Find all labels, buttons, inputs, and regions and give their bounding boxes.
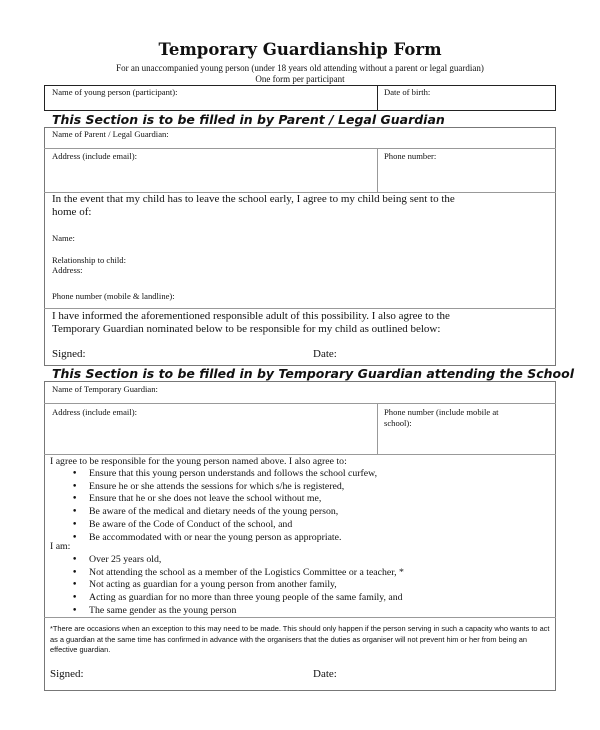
bullet-icon: •	[72, 481, 78, 492]
home-phone-field[interactable]: Phone number (mobile & landline):	[52, 291, 175, 301]
home-address-field[interactable]: Address:	[52, 265, 83, 275]
bullet-icon: •	[72, 555, 78, 565]
list-item: Acting as guardian for no more than three young people of the same family, and	[89, 592, 403, 604]
bullet-icon: •	[72, 593, 78, 604]
iam-text: I am:	[50, 541, 71, 552]
dob-field[interactable]: Date of birth:	[384, 87, 431, 97]
bullet-icon: •	[72, 605, 78, 616]
guardian-name-field[interactable]: Name of Temporary Guardian:	[52, 384, 158, 394]
guardian-signature-field[interactable]: Signed:	[50, 668, 84, 680]
parent-phone-field[interactable]: Phone number:	[384, 151, 437, 161]
relationship-field[interactable]: Relationship to child:	[52, 255, 126, 265]
subtitle-2: One form per participant	[255, 74, 345, 84]
bullet-icon: •	[72, 519, 78, 530]
list-item: Be accommodated with or near the young person as appropriate.	[89, 531, 342, 543]
list-item: Ensure that this young person understands and follows the school curfew,	[89, 468, 378, 479]
agree-text: I agree to be responsible for the young person named above. I also agree to:	[50, 456, 347, 467]
consent-text-2: home of:	[52, 206, 92, 218]
consent-text: In the event that my child has to leave the school early, I agree to my child being sent to the	[52, 193, 455, 205]
guardian-date-field[interactable]: Date:	[313, 668, 337, 680]
list-item: Ensure that he or she does not leave the school without me,	[89, 493, 322, 505]
list-item: Over 25 years old,	[89, 554, 162, 565]
subtitle: For an unaccompanied young person (under 18 years old attending without a parent or legal guardian)	[116, 63, 484, 73]
guardian-phone-label-2: school):	[384, 418, 412, 428]
section1-heading: This Section is to be filled in by Parent / Legal Guardian	[52, 112, 445, 127]
guardian-phone-field[interactable]: Phone number (include mobile at	[384, 407, 499, 417]
bullet-icon: •	[72, 469, 78, 479]
bullet-icon: •	[72, 580, 78, 591]
list-item: Ensure he or she attends the sessions for which s/he is registered,	[89, 480, 345, 492]
list-item: The same gender as the young person	[89, 604, 237, 616]
parent-date-field[interactable]: Date:	[313, 348, 337, 360]
page-title: Temporary Guardianship Form	[158, 40, 442, 59]
informed-text-2: Temporary Guardian nominated below to be responsible for my child as outlined below:	[52, 323, 441, 335]
list-item: Be aware of the Code of Conduct of the school, and	[89, 518, 293, 530]
bullet-icon: •	[72, 567, 78, 578]
parent-name-field[interactable]: Name of Parent / Legal Guardian:	[52, 129, 169, 139]
home-name-field[interactable]: Name:	[52, 233, 75, 243]
footnote: *There are occasions when an exception to this may need to be made. This should only happen if the person serving in such a capacity who wants to act as a guardian at the same time has confirmed in advance with the organisers that the duties as organiser will not prevent him or her from being an effective guardian.	[50, 624, 550, 654]
guardian-address-field[interactable]: Address (include email):	[52, 407, 137, 417]
parent-address-field[interactable]: Address (include email):	[52, 151, 137, 161]
bullet-icon: •	[72, 507, 78, 518]
participant-name-field[interactable]: Name of young person (participant):	[52, 87, 178, 97]
list-item: Not attending the school as a member of the Logistics Committee or a teacher, *	[89, 566, 404, 578]
bullet-icon: •	[72, 532, 78, 543]
bullet-icon: •	[72, 494, 78, 505]
parent-signature-field[interactable]: Signed:	[52, 348, 86, 360]
informed-text: I have informed the aforementioned responsible adult of this possibility. I also agree to the	[52, 310, 450, 322]
list-item: Be aware of the medical and dietary needs of the young person,	[89, 506, 339, 518]
section2-heading: This Section is to be filled in by Temporary Guardian attending the School	[52, 366, 574, 381]
list-item: Not acting as guardian for a young person from another family,	[89, 579, 337, 591]
